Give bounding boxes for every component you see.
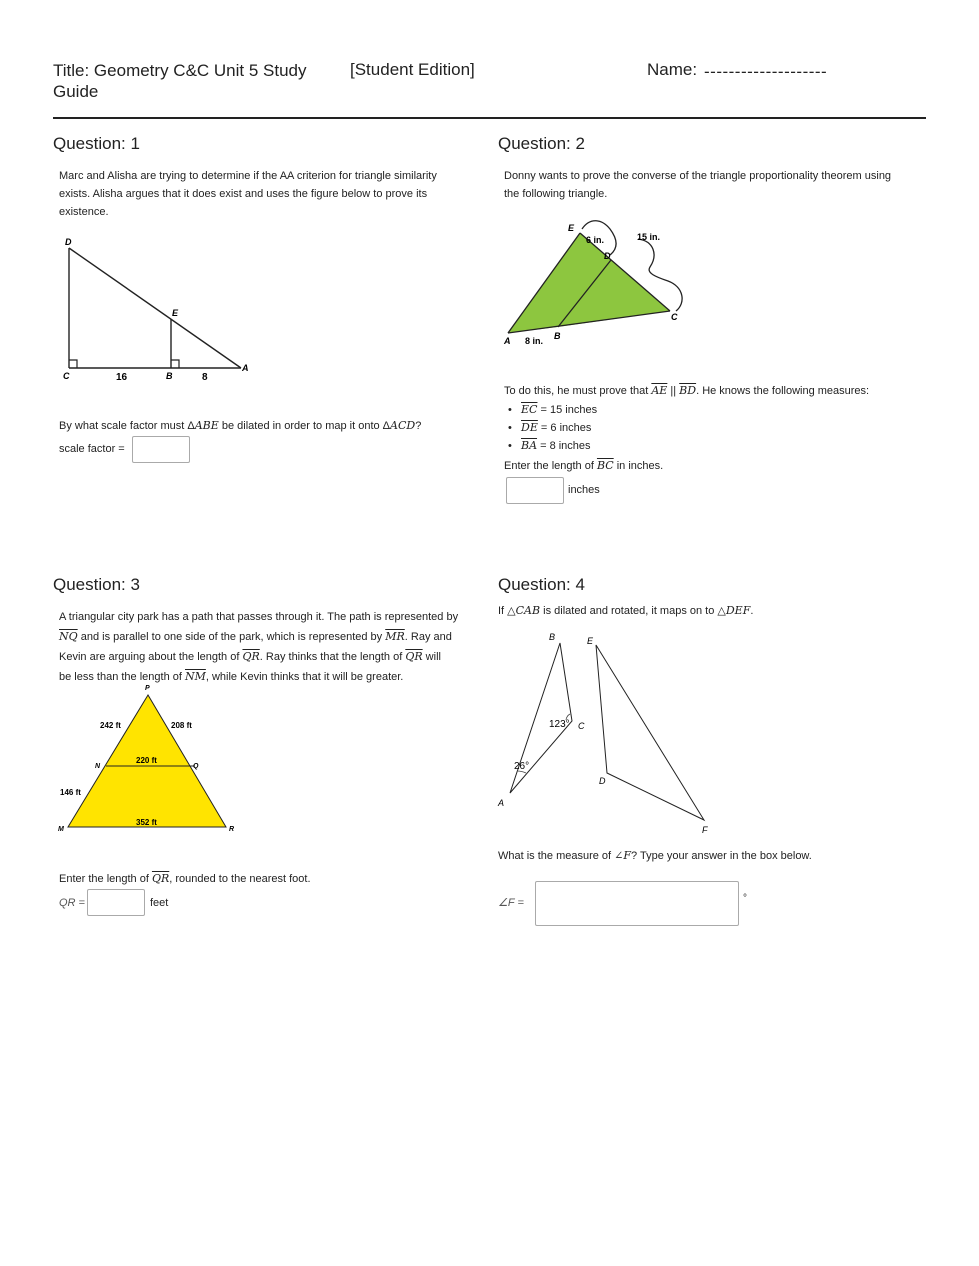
- name-blank[interactable]: --------------------: [704, 62, 828, 81]
- qr-label: QR =: [59, 897, 85, 909]
- q1-seg-da: [69, 248, 241, 368]
- q2-label-c: C: [671, 312, 678, 322]
- measure-ec: • $\overline{EC} = 15$ inches: [504, 401, 804, 419]
- question-3-title: Question: 3: [53, 575, 140, 594]
- question-1-prompt: By what scale factor must ΔABE be dilated in order to map it onto ΔACD?: [59, 419, 422, 432]
- measure-ba: • $\overline{BA} = 8$ inches: [504, 437, 804, 455]
- q2-label-15in: 15 in.: [637, 232, 661, 242]
- question-2-measures: [504, 401, 804, 455]
- q4-angle-c: 123°: [549, 719, 570, 730]
- q4-label-c: C: [578, 721, 585, 731]
- qr-unit-label: feet: [150, 897, 169, 909]
- q1-right-angle-b: [171, 360, 179, 368]
- question-2-text: Donny wants to prove the converse of the triangle proportionality theorem using the following triangle.: [504, 170, 892, 200]
- q2-label-a: A: [504, 336, 511, 346]
- q2-label-b: B: [554, 331, 561, 341]
- q2-label-d: D: [604, 251, 611, 261]
- q4-label-d: D: [599, 776, 606, 786]
- bc-length-input[interactable]: [506, 477, 564, 504]
- header-divider: [53, 117, 926, 119]
- q1-label-c: C: [63, 371, 70, 381]
- q3-label-146: 146 ft: [60, 788, 81, 797]
- q3-label-m: M: [58, 826, 64, 833]
- page-title: Title: Geometry C&C Unit 5 Study Guide: [53, 61, 307, 101]
- question-4-title: Question: 4: [498, 575, 585, 594]
- question-2-title: Question: 2: [498, 134, 585, 153]
- q1-label-b: B: [166, 371, 173, 381]
- q4-label-a: A: [498, 798, 505, 808]
- question-1-text: Marc and Alisha are trying to determine if the AA criterion for triangle similarity exists. Alisha argues that it does exist and uses the figure below to prove its existence.: [59, 170, 437, 218]
- angle-f-label: ∠F =: [498, 897, 524, 909]
- q2-label-8in: 8 in.: [525, 336, 544, 346]
- q3-label-q: Q: [193, 763, 199, 770]
- q3-label-220: 220 ft: [136, 756, 157, 765]
- q3-figure: [55, 680, 255, 838]
- q3-label-p: P: [145, 685, 150, 692]
- question-3-enter: Enter the length of $\overline{QR}$, rounded to the nearest foot.: [59, 872, 311, 885]
- question-1-title: Question: 1: [53, 134, 140, 153]
- q3-label-n: N: [95, 763, 101, 770]
- q3-label-352: 352 ft: [136, 818, 157, 827]
- q4-label-e: E: [587, 636, 594, 646]
- scale-factor-label: scale factor =: [59, 443, 125, 455]
- q4-label-f: F: [702, 825, 708, 835]
- q4-angle-a: 26°: [514, 761, 530, 772]
- q3-label-208: 208 ft: [171, 721, 192, 730]
- q2-label-6in: 6 in.: [586, 235, 605, 245]
- qr-length-input[interactable]: [87, 889, 145, 916]
- q2-triangle: [508, 233, 670, 333]
- q4-triangle-def: [596, 645, 704, 820]
- scale-factor-input[interactable]: [132, 436, 190, 463]
- name-label: Name:: [647, 60, 698, 79]
- q1-right-angle-c: [69, 360, 77, 368]
- q3-label-r: R: [229, 826, 235, 833]
- q4-label-b: B: [549, 632, 556, 642]
- q1-label-e: E: [172, 308, 179, 318]
- question-2-enter: Enter the length of $\overline{BC}$ in inches.: [504, 459, 664, 472]
- degree-unit: °: [743, 893, 747, 904]
- q2-label-e: E: [568, 223, 575, 233]
- q1-label-16: 16: [116, 372, 128, 383]
- edition-label: [Student Edition]: [350, 60, 475, 79]
- q4-figure: [490, 628, 720, 840]
- q1-label-a: A: [242, 363, 249, 373]
- question-2-prove: To do this, he must prove that $\overline{AE}$ || $\overline{BD}$. He knows the following measures:: [504, 384, 870, 397]
- q1-label-d: D: [65, 237, 72, 247]
- bc-unit-label: inches: [568, 484, 600, 496]
- angle-f-input[interactable]: [535, 881, 739, 926]
- q3-label-242: 242 ft: [100, 721, 121, 730]
- q1-label-8: 8: [202, 372, 208, 383]
- question-4-intro: If △CAB is dilated and rotated, it maps on to △DEF.: [498, 604, 754, 617]
- q1-figure: [55, 230, 265, 390]
- q2-figure: [498, 215, 698, 350]
- question-3-text: A triangular city park has a path that passes through it. The path is represented by $\overline{NQ}$ and is parallel to one side of the park, which is represented by $\overline{MR}$. Ray and Kevin are arguing about the length of $\overline{QR}$. Ray thinks that the length of $\overline{QR}$ will be less than the length of $\overline{NM}$, while Kevin thinks that it will be greater.: [59, 611, 459, 683]
- question-4-prompt: What is the measure of ∠F? Type your answer in the box below.: [498, 849, 812, 862]
- measure-de: • $\overline{DE} = 6$ inches: [504, 419, 804, 437]
